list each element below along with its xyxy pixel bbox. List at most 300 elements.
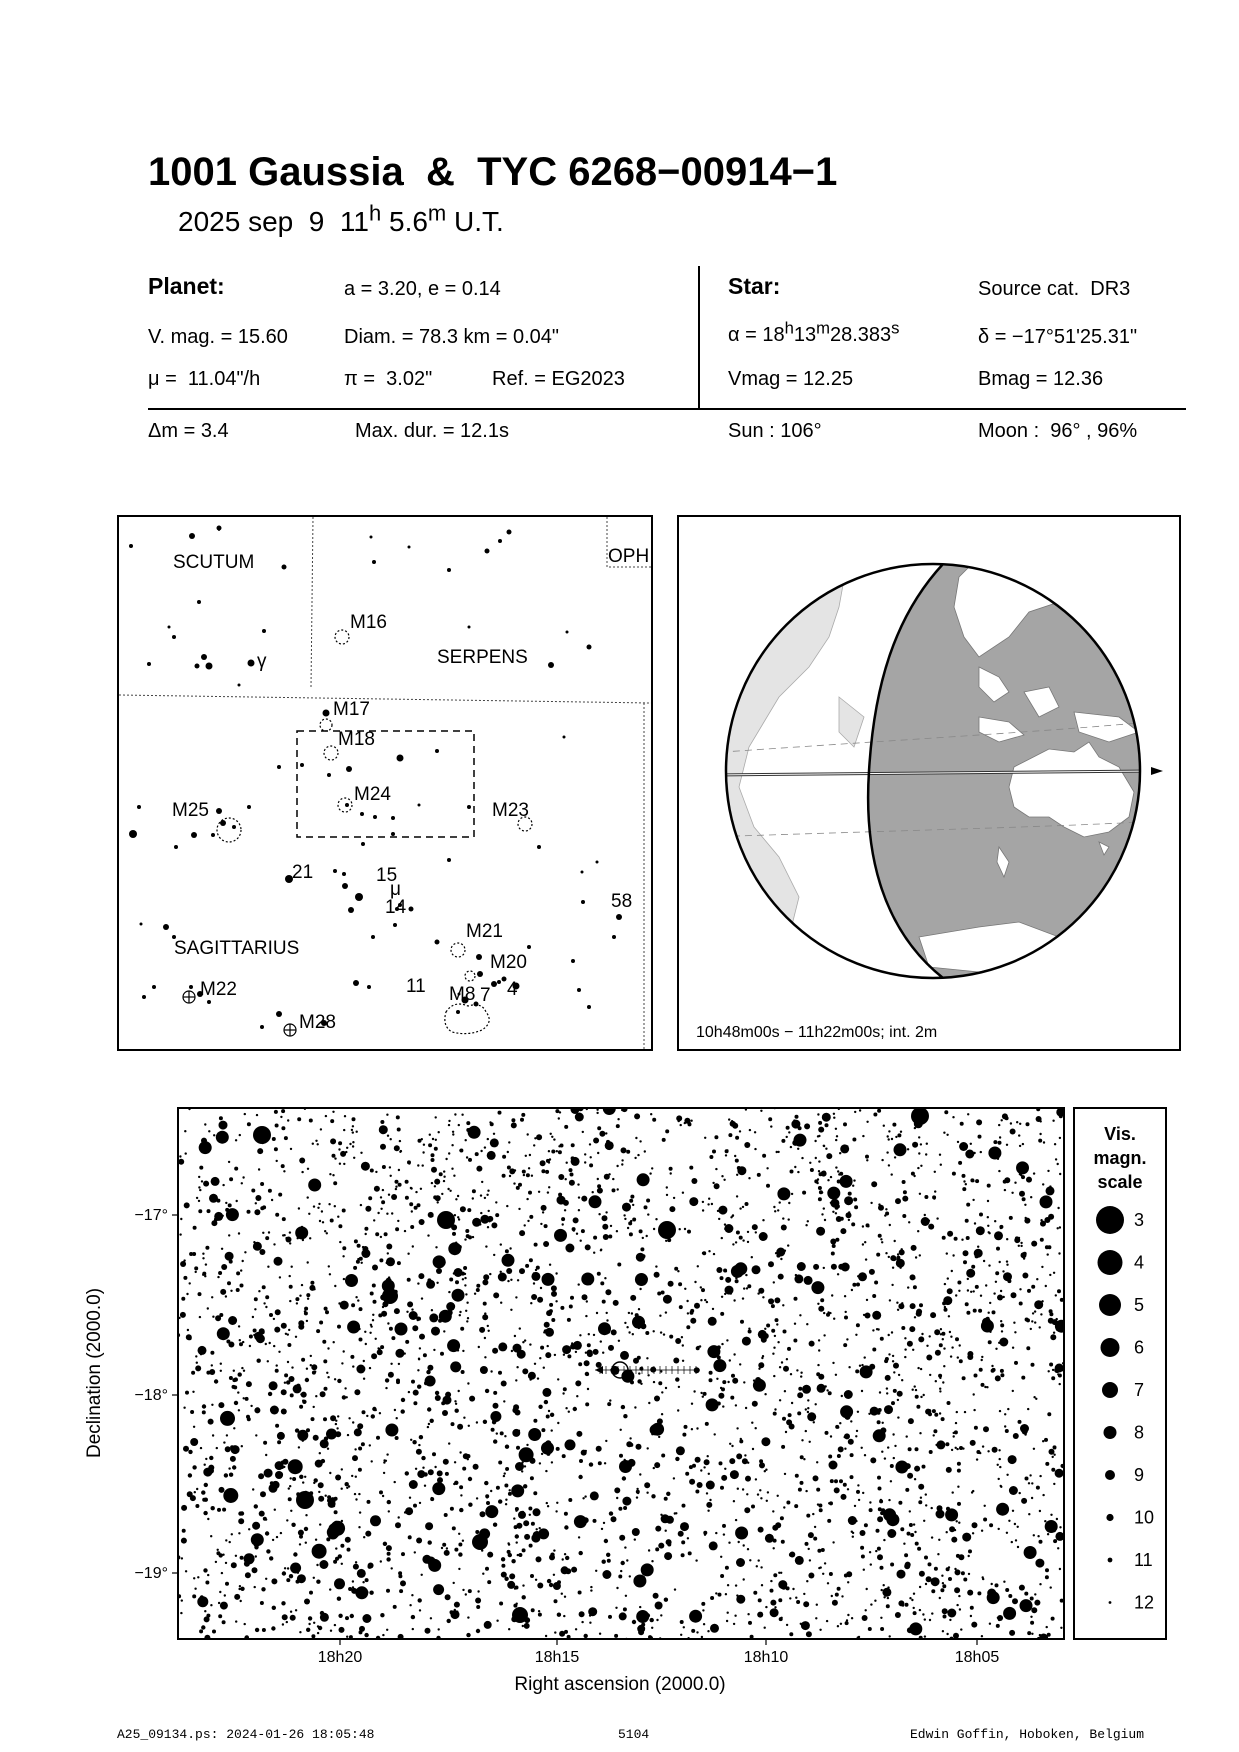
- field-star: [962, 1376, 966, 1380]
- field-star: [629, 1232, 633, 1236]
- field-star: [411, 1615, 415, 1619]
- field-star: [464, 1238, 466, 1240]
- x-tick-label: 18h20: [317, 1649, 363, 1666]
- field-star: [966, 1269, 975, 1278]
- field-star: [608, 1615, 612, 1619]
- field-star: [493, 1254, 495, 1256]
- field-star: [519, 1230, 525, 1236]
- field-star: [751, 1422, 753, 1424]
- field-star: [254, 1407, 260, 1413]
- field-star: [554, 1631, 556, 1633]
- field-star: [731, 1374, 735, 1378]
- field-star: [820, 1298, 824, 1302]
- field-star: [248, 1528, 250, 1530]
- field-star: [697, 1482, 703, 1488]
- field-star: [872, 1329, 874, 1331]
- field-star: [902, 1196, 908, 1202]
- field-star: [776, 1323, 778, 1325]
- field-star: [866, 1299, 868, 1301]
- field-star: [188, 1450, 192, 1454]
- field-star: [361, 1442, 365, 1446]
- field-star: [218, 1602, 220, 1604]
- field-star: [835, 1374, 837, 1376]
- field-star: [526, 1198, 528, 1200]
- field-star: [204, 1464, 206, 1466]
- field-star: [386, 1213, 388, 1215]
- field-star: [558, 1174, 564, 1180]
- field-star: [250, 1405, 252, 1407]
- field-star: [912, 1349, 914, 1351]
- field-star: [947, 1277, 949, 1279]
- field-star: [542, 1388, 551, 1397]
- field-star: [919, 1303, 923, 1307]
- field-star: [597, 1184, 601, 1188]
- field-star: [1008, 1594, 1012, 1598]
- field-star: [943, 1365, 945, 1367]
- field-star: [1040, 1120, 1042, 1122]
- field-star: [596, 1446, 602, 1452]
- field-star: [315, 1395, 317, 1397]
- field-star: [950, 1355, 952, 1357]
- field-star: [379, 1412, 381, 1414]
- field-star: [736, 1231, 740, 1235]
- field-star: [778, 1580, 787, 1589]
- field-star: [326, 1372, 328, 1374]
- field-star: [304, 1599, 310, 1605]
- field-star: [816, 1604, 818, 1606]
- field-star: [762, 1219, 764, 1221]
- field-star: [394, 1308, 400, 1314]
- field-star: [700, 1469, 702, 1471]
- field-star: [963, 1180, 965, 1182]
- field-star: [704, 1137, 706, 1139]
- field-star: [835, 1425, 839, 1429]
- field-star: [1057, 1163, 1059, 1165]
- finder-chart-svg: [119, 517, 651, 1049]
- field-star: [188, 1108, 190, 1110]
- field-star: [616, 1230, 618, 1232]
- field-star: [536, 1531, 538, 1533]
- field-star: [301, 1284, 303, 1286]
- field-star: [278, 1351, 280, 1353]
- field-star: [818, 1374, 824, 1380]
- field-star: [715, 1168, 717, 1170]
- field-star: [685, 1472, 689, 1476]
- field-star: [1015, 1539, 1017, 1541]
- field-star: [596, 1109, 598, 1111]
- field-star: [1001, 1330, 1003, 1332]
- field-star: [965, 1302, 969, 1306]
- field-star: [311, 1634, 315, 1638]
- field-star: [781, 1139, 785, 1143]
- field-star: [1013, 1322, 1015, 1324]
- field-star: [947, 1231, 953, 1237]
- field-star: [789, 1597, 791, 1599]
- field-star: [949, 1619, 951, 1621]
- field-star: [676, 1446, 685, 1455]
- field-star: [390, 1175, 392, 1177]
- field-star: [548, 1150, 550, 1152]
- field-star: [439, 1310, 452, 1323]
- field-star: [428, 1469, 434, 1475]
- finder-star: [191, 832, 197, 838]
- field-star: [844, 1295, 846, 1297]
- field-star: [340, 1544, 344, 1548]
- field-star: [797, 1392, 803, 1398]
- field-star: [825, 1123, 829, 1127]
- field-star: [914, 1531, 916, 1533]
- field-star: [479, 1327, 485, 1333]
- field-star: [1046, 1186, 1055, 1195]
- field-star: [917, 1547, 921, 1551]
- field-star: [418, 1444, 420, 1446]
- field-star: [669, 1167, 673, 1171]
- field-star: [418, 1273, 424, 1279]
- label-m18: M18: [338, 729, 375, 750]
- field-star: [579, 1551, 583, 1555]
- field-star: [807, 1412, 816, 1421]
- field-star: [318, 1482, 324, 1488]
- field-star: [828, 1502, 830, 1504]
- finder-star: [527, 945, 531, 949]
- field-star: [287, 1119, 289, 1121]
- field-star: [907, 1473, 913, 1479]
- field-star: [256, 1334, 265, 1343]
- field-star: [187, 1329, 189, 1331]
- field-star: [955, 1569, 961, 1575]
- field-star: [307, 1196, 309, 1198]
- scale-dot: [1101, 1338, 1120, 1357]
- field-star: [905, 1488, 909, 1492]
- field-star: [845, 1621, 849, 1625]
- field-star: [704, 1299, 706, 1301]
- field-star: [207, 1574, 209, 1576]
- field-star: [506, 1205, 508, 1207]
- field-star: [1052, 1319, 1058, 1325]
- field-star: [735, 1269, 739, 1273]
- field-star: [885, 1252, 887, 1254]
- field-star: [220, 1370, 222, 1372]
- field-star: [682, 1344, 684, 1346]
- field-star: [831, 1595, 833, 1597]
- field-star: [903, 1543, 905, 1545]
- field-star: [951, 1449, 953, 1451]
- field-star: [576, 1395, 578, 1397]
- field-star: [947, 1609, 956, 1618]
- finder-star: [327, 773, 331, 777]
- field-star: [603, 1102, 616, 1115]
- field-star: [648, 1402, 650, 1404]
- field-star: [724, 1293, 726, 1295]
- field-star: [529, 1215, 533, 1219]
- field-star: [485, 1532, 489, 1536]
- field-star: [827, 1187, 840, 1200]
- field-star: [686, 1325, 690, 1329]
- field-star: [1040, 1219, 1042, 1221]
- field-star: [455, 1198, 457, 1200]
- field-star: [531, 1272, 540, 1281]
- field-star: [731, 1120, 733, 1122]
- field-star: [865, 1313, 871, 1319]
- field-star: [817, 1113, 819, 1115]
- field-star: [676, 1115, 682, 1121]
- field-star: [454, 1548, 458, 1552]
- field-star: [1020, 1174, 1022, 1176]
- field-star: [855, 1334, 857, 1336]
- field-star: [954, 1568, 956, 1570]
- field-star: [951, 1346, 953, 1348]
- field-star: [419, 1347, 421, 1349]
- field-star: [205, 1263, 207, 1265]
- x-tick-label: 18h15: [534, 1649, 580, 1666]
- field-star: [261, 1587, 265, 1591]
- field-star: [496, 1486, 500, 1490]
- field-star: [281, 1323, 287, 1329]
- m8-nebula-symbol: [445, 1004, 489, 1034]
- field-star: [223, 1418, 225, 1420]
- finder-star: [587, 645, 592, 650]
- field-star: [992, 1153, 994, 1155]
- field-star: [1031, 1633, 1033, 1635]
- field-star: [291, 1266, 293, 1268]
- field-star: [966, 1203, 970, 1207]
- field-star: [427, 1365, 433, 1371]
- field-star: [534, 1243, 538, 1247]
- field-star: [446, 1547, 448, 1549]
- field-star: [876, 1529, 880, 1533]
- field-star: [396, 1417, 398, 1419]
- field-star: [844, 1433, 850, 1439]
- field-star: [828, 1455, 832, 1459]
- field-star: [627, 1227, 629, 1229]
- field-star: [898, 1374, 900, 1376]
- field-star: [761, 1437, 770, 1446]
- field-star: [931, 1577, 940, 1586]
- field-star: [578, 1475, 582, 1479]
- field-star: [606, 1319, 608, 1321]
- field-star: [473, 1464, 479, 1470]
- field-star: [506, 1268, 512, 1274]
- field-star: [731, 1445, 733, 1447]
- field-star: [549, 1583, 553, 1587]
- field-star: [247, 1122, 251, 1126]
- field-star: [1021, 1252, 1027, 1258]
- field-star: [715, 1592, 717, 1594]
- field-star: [693, 1390, 695, 1392]
- field-star: [789, 1424, 795, 1430]
- field-star: [255, 1195, 261, 1201]
- field-star: [703, 1466, 705, 1468]
- field-star: [305, 1542, 307, 1544]
- field-star: [225, 1539, 227, 1541]
- field-star: [949, 1331, 951, 1333]
- field-star: [1014, 1331, 1016, 1333]
- field-star: [623, 1214, 625, 1216]
- field-star: [961, 1555, 963, 1557]
- field-star: [956, 1520, 958, 1522]
- field-star: [259, 1511, 265, 1517]
- field-star: [386, 1257, 395, 1266]
- field-star: [359, 1338, 363, 1342]
- field-star: [343, 1129, 345, 1131]
- finder-star: [262, 629, 266, 633]
- field-star: [1020, 1599, 1033, 1612]
- field-star: [563, 1354, 565, 1356]
- field-star: [485, 1505, 498, 1518]
- field-star: [304, 1307, 308, 1311]
- field-star: [308, 1616, 312, 1620]
- field-star: [720, 1574, 724, 1578]
- field-star: [541, 1428, 545, 1432]
- field-star: [564, 1125, 568, 1129]
- field-star: [284, 1567, 286, 1569]
- field-star: [443, 1176, 445, 1178]
- field-star: [180, 1218, 182, 1220]
- field-star: [725, 1277, 731, 1283]
- field-star: [681, 1553, 685, 1557]
- field-star: [292, 1477, 296, 1481]
- field-star: [519, 1447, 534, 1462]
- field-star: [1045, 1462, 1049, 1466]
- footer-number: 5104: [618, 1727, 650, 1742]
- field-star: [848, 1366, 850, 1368]
- field-star: [953, 1633, 959, 1639]
- field-star: [570, 1296, 574, 1300]
- field-star: [359, 1511, 361, 1513]
- field-star: [891, 1331, 893, 1333]
- field-star: [327, 1376, 329, 1378]
- field-star: [739, 1207, 741, 1209]
- field-star: [695, 1457, 701, 1463]
- field-star: [434, 1147, 438, 1151]
- field-star: [589, 1614, 591, 1616]
- finder-star: [201, 654, 207, 660]
- field-star: [590, 1156, 592, 1158]
- field-star: [777, 1187, 790, 1200]
- field-star: [522, 1625, 524, 1627]
- field-star: [846, 1619, 848, 1621]
- field-star: [647, 1213, 649, 1215]
- field-star: [851, 1617, 853, 1619]
- m17-nebula-symbol: [320, 719, 332, 731]
- field-star: [931, 1536, 933, 1538]
- field-star: [427, 1557, 436, 1566]
- field-star: [370, 1325, 372, 1327]
- field-star: [972, 1522, 978, 1528]
- field-star: [933, 1429, 937, 1433]
- field-star: [636, 1610, 649, 1623]
- field-star: [808, 1573, 814, 1579]
- field-star: [275, 1309, 281, 1315]
- field-star: [878, 1234, 882, 1238]
- field-star: [1013, 1433, 1019, 1439]
- field-star: [822, 1573, 824, 1575]
- field-star: [209, 1456, 213, 1460]
- field-star: [652, 1118, 656, 1122]
- field-star: [805, 1430, 807, 1432]
- field-star: [515, 1296, 517, 1298]
- field-star: [1025, 1318, 1029, 1322]
- field-star: [515, 1507, 519, 1511]
- field-star: [659, 1315, 661, 1317]
- field-star: [260, 1206, 264, 1210]
- field-star: [1039, 1326, 1041, 1328]
- field-star: [395, 1186, 397, 1188]
- field-star: [967, 1354, 973, 1360]
- x-axis-label: Right ascension (2000.0): [514, 1674, 726, 1695]
- field-star: [1000, 1369, 1004, 1373]
- field-star: [538, 1191, 540, 1193]
- field-star: [938, 1374, 942, 1378]
- field-star: [807, 1399, 809, 1401]
- field-star: [226, 1340, 230, 1344]
- field-star: [435, 1139, 437, 1141]
- field-star: [484, 1337, 486, 1339]
- field-star: [730, 1470, 739, 1479]
- field-star: [428, 1540, 432, 1544]
- field-star: [533, 1282, 535, 1284]
- field-star: [305, 1378, 309, 1382]
- field-star: [739, 1130, 741, 1132]
- field-star: [276, 1364, 278, 1366]
- field-star: [834, 1479, 838, 1483]
- field-star: [775, 1318, 779, 1322]
- field-star: [422, 1467, 424, 1469]
- field-star: [818, 1339, 820, 1341]
- field-star: [397, 1328, 403, 1334]
- field-star: [953, 1432, 955, 1434]
- field-star: [351, 1588, 357, 1594]
- field-star: [437, 1477, 443, 1483]
- field-star: [1059, 1568, 1061, 1570]
- field-star: [846, 1338, 848, 1340]
- field-star: [545, 1470, 547, 1472]
- field-star: [386, 1262, 388, 1264]
- y-tick-label: −17°: [134, 1207, 168, 1224]
- finder-star: [342, 872, 346, 876]
- field-star: [824, 1562, 826, 1564]
- field-star: [838, 1173, 840, 1175]
- field-star: [418, 1598, 422, 1602]
- field-star: [982, 1578, 984, 1580]
- field-star: [239, 1585, 241, 1587]
- field-star: [909, 1597, 911, 1599]
- field-star: [433, 1195, 437, 1199]
- field-star: [551, 1318, 555, 1322]
- field-star: [454, 1400, 456, 1402]
- field-star: [864, 1454, 866, 1456]
- field-star: [704, 1459, 710, 1465]
- field-star: [417, 1317, 421, 1321]
- field-star: [773, 1412, 777, 1416]
- field-star: [442, 1543, 446, 1547]
- field-star: [708, 1473, 710, 1475]
- field-star: [797, 1411, 801, 1415]
- field-star: [347, 1434, 349, 1436]
- field-star: [835, 1128, 837, 1130]
- field-star: [485, 1389, 489, 1393]
- field-star: [333, 1181, 337, 1185]
- field-star: [200, 1353, 202, 1355]
- field-star: [976, 1226, 985, 1235]
- field-star: [684, 1228, 686, 1230]
- field-star: [857, 1411, 859, 1413]
- field-star: [551, 1285, 557, 1291]
- field-star: [468, 1589, 472, 1593]
- field-star: [379, 1490, 383, 1494]
- field-star: [946, 1531, 948, 1533]
- field-star: [390, 1363, 392, 1365]
